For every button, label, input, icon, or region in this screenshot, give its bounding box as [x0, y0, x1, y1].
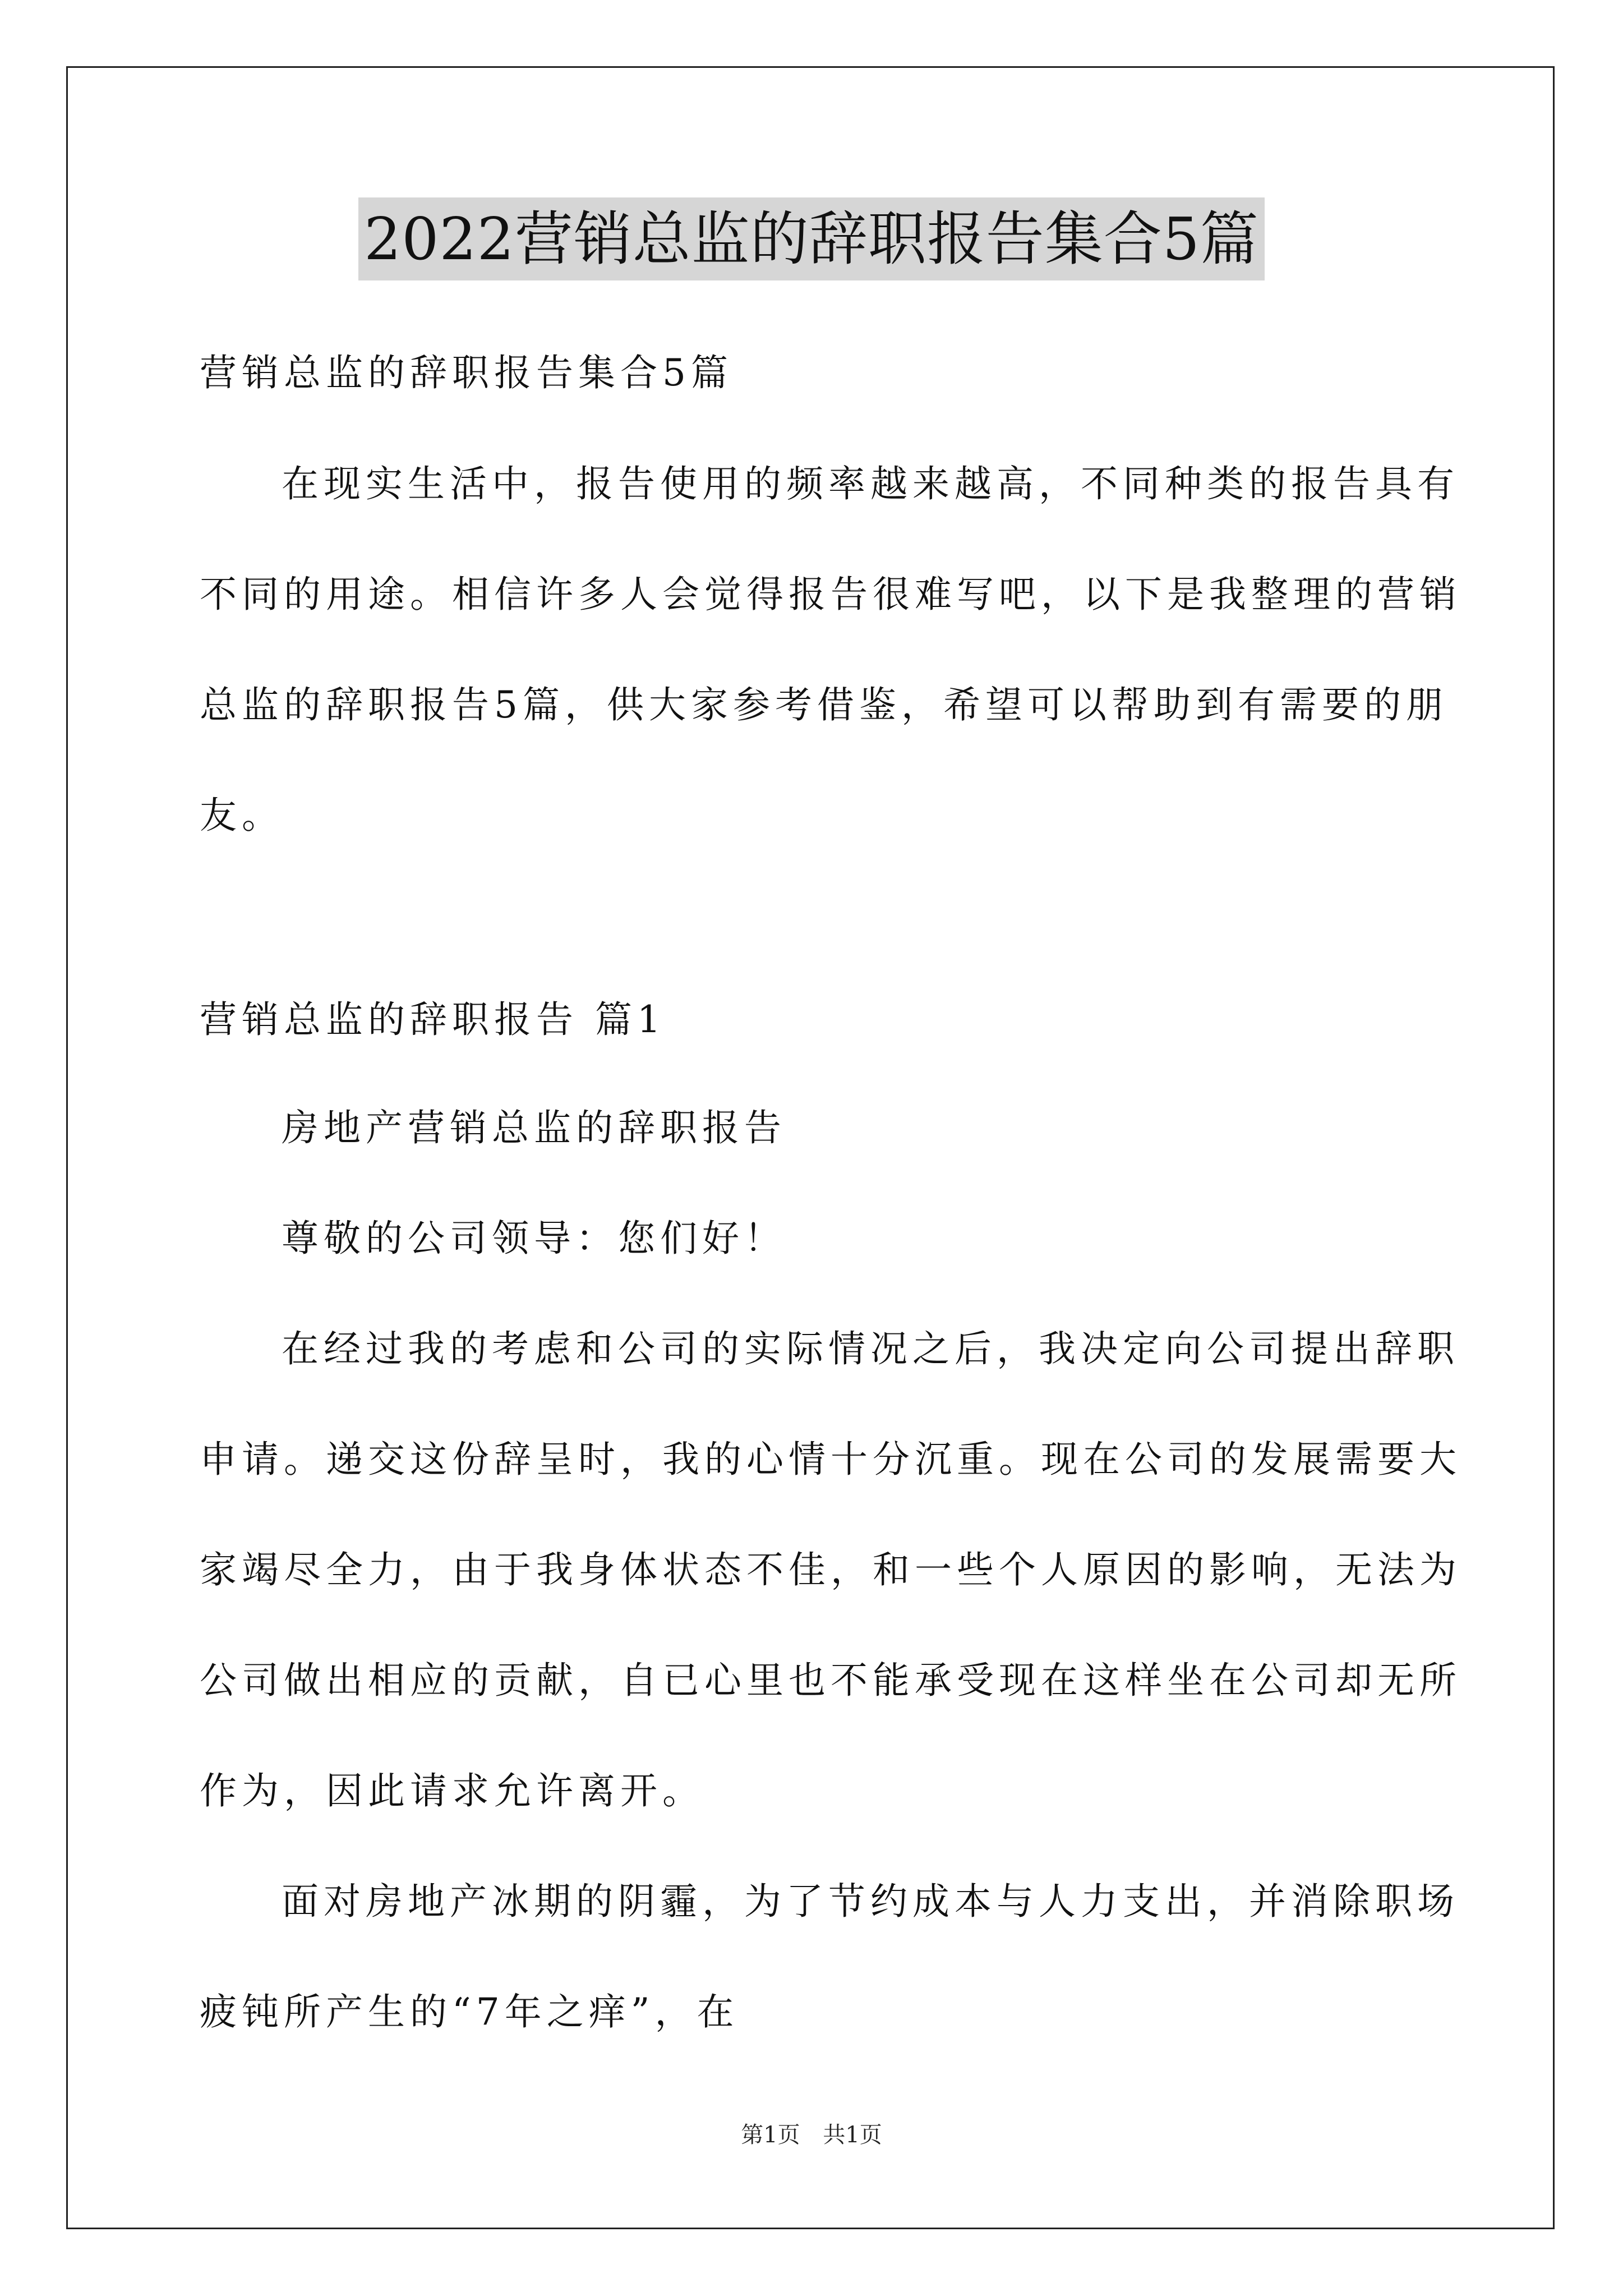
page-total: 共1页 [823, 2122, 882, 2148]
body-paragraph-line: 疲钝所产生的“7年之痒”，在 [200, 1990, 739, 2033]
intro-paragraph-line: 友。 [200, 794, 284, 837]
body-paragraph-line: 公司做出相应的贡献，自已心里也不能承受现在这样坐在公司却无所 [200, 1659, 1461, 1702]
intro-paragraph-line: 在现实生活中，报告使用的频率越来越高，不同种类的报告具有 [282, 462, 1459, 505]
salutation: 尊敬的公司领导：您们好！ [282, 1217, 786, 1260]
letter-title: 房地产营销总监的辞职报告 [282, 1106, 786, 1149]
page-footer [0, 2119, 1623, 2151]
intro-paragraph-line: 总监的辞职报告5篇，供大家参考借鉴，希望可以帮助到有需要的朋 [200, 683, 1448, 726]
document-title: 2022营销总监的辞职报告集合5篇 [358, 197, 1265, 280]
body-paragraph-line: 作为，因此请求允许离开。 [200, 1769, 704, 1812]
body-paragraph-line: 家竭尽全力，由于我身体状态不佳，和一些个人原因的影响，无法为 [200, 1548, 1461, 1591]
section-heading: 营销总监的辞职报告 篇1 [200, 998, 666, 1041]
body-paragraph-line: 在经过我的考虑和公司的实际情况之后，我决定向公司提出辞职 [282, 1327, 1459, 1370]
body-paragraph-line: 面对房地产冰期的阴霾，为了节约成本与人力支出，并消除职场 [282, 1880, 1459, 1923]
subtitle-line: 营销总监的辞职报告集合5篇 [200, 351, 733, 394]
title-container [0, 197, 1623, 280]
intro-paragraph-line: 不同的用途。相信许多人会觉得报告很难写吧，以下是我整理的营销 [200, 573, 1461, 616]
body-paragraph-line: 申请。递交这份辞呈时，我的心情十分沉重。现在公司的发展需要大 [200, 1438, 1461, 1481]
page-number: 第1页 [741, 2122, 800, 2148]
